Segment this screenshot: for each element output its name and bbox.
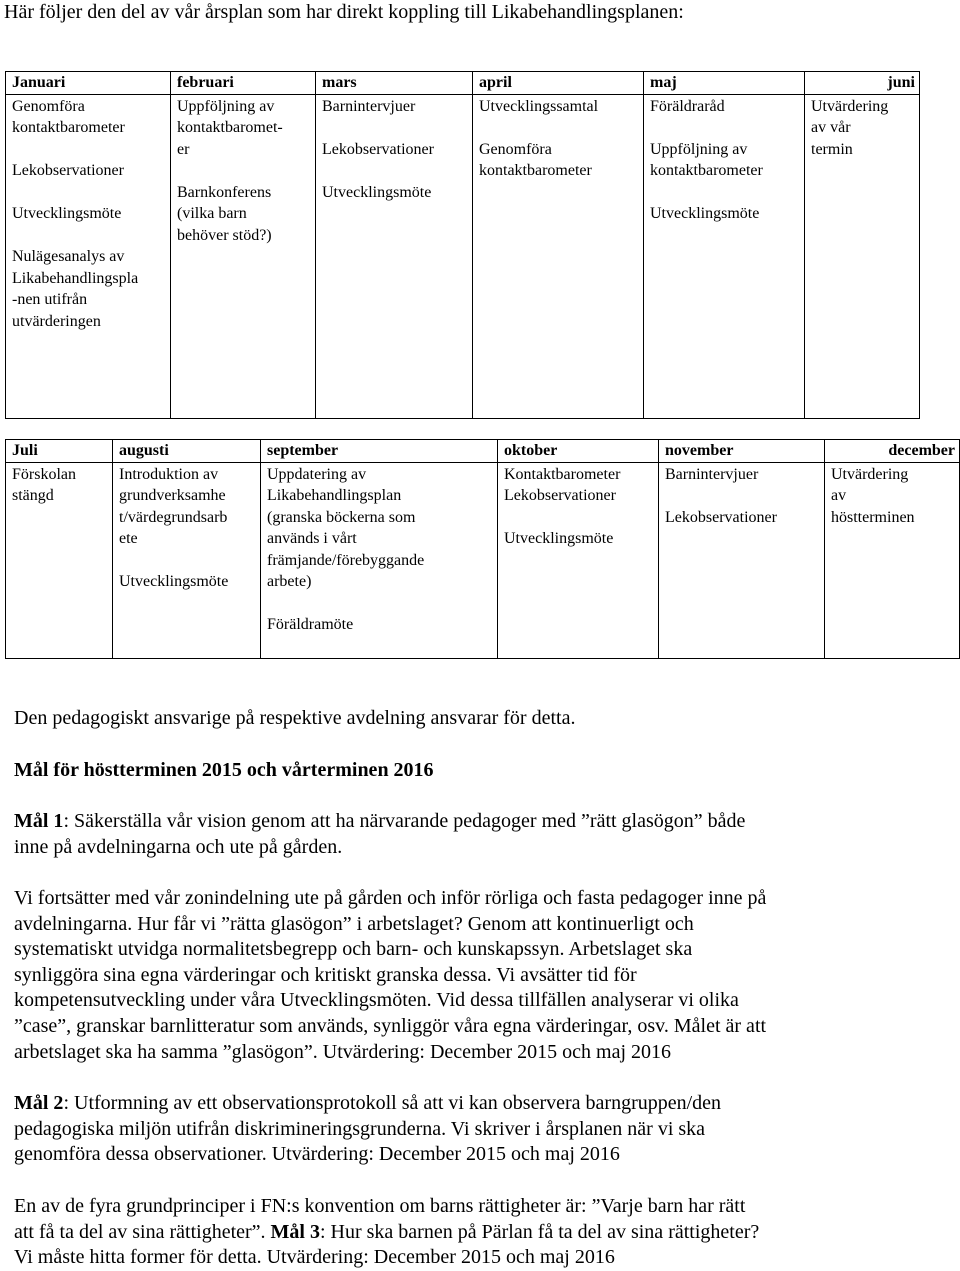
goal-1 [14, 809, 745, 860]
text-line: Vi fortsätter med vår zonindelning ute på gården och inför rörliga och fasta pedagoger inne på [14, 887, 767, 909]
text-line: Genomföra [12, 97, 85, 115]
text-line: arbetslaget ska ha samma ”glasögon”. Utvärdering: December 2015 och maj 2016 [14, 1040, 672, 1063]
goals-heading-text: Mål för höstterminen 2015 och vårterminen 2016 [14, 759, 434, 781]
text-line: Utvecklingsmöte [119, 573, 229, 590]
text-line: Nulägesanalys av [12, 248, 125, 265]
year-plan-spring-table [5, 71, 920, 419]
text-line: Utvecklingsmöte [650, 205, 760, 222]
text-line: avdelningarna. Hur får vi ”rätta glasögon” i arbetslaget? Genom att kontinuerligt och [14, 912, 694, 935]
text-line [504, 507, 655, 529]
text-line [322, 160, 469, 182]
month-header: maj [644, 72, 805, 95]
month-cell [6, 94, 171, 418]
month-header: mars [316, 72, 473, 95]
month-cell [261, 462, 498, 658]
text-line: av [831, 487, 847, 504]
goal-3-line: En av de fyra grundprinciper i FN:s konvention om barns rättigheter är: ”Varje barn har rätt [14, 1195, 746, 1217]
goal-2 [14, 1091, 721, 1168]
text-line: kontaktbarometer [479, 162, 592, 179]
text-line: av vår [811, 119, 851, 136]
text-line: kontaktbarometer [12, 119, 125, 136]
text-line: t/värdegrundsarb [119, 508, 228, 526]
goals-heading [14, 758, 434, 784]
text-line: termin [811, 140, 853, 158]
goal-2-line [14, 1091, 721, 1117]
text-line [650, 117, 801, 139]
month-header: april [473, 72, 644, 95]
text-line: utvärderingen [12, 312, 101, 330]
month-cell [498, 462, 659, 658]
text-line: Utvecklingsmöte [504, 530, 614, 547]
text-line [650, 182, 801, 204]
text-line: kontaktbaromet- [177, 119, 283, 136]
goal-2-line: pedagogiska miljön utifrån diskrimineringsgrunderna. Vi skriver i årsplanen när vi ska [14, 1117, 706, 1140]
text-line: höstterminen [831, 508, 915, 526]
table-header-row [6, 72, 920, 95]
text-line [479, 117, 640, 139]
goal-label: Mål 3 [270, 1220, 320, 1243]
month-cell [659, 462, 825, 658]
text-line: Föräldramöte [267, 616, 354, 633]
year-plan-autumn-table [5, 439, 960, 659]
goal-text: att få ta del av sina rättigheter”. [14, 1220, 271, 1243]
goal-3-line [14, 1220, 759, 1246]
month-cell [644, 94, 805, 418]
intro-text: Här följer den del av vår årsplan som har direkt koppling till Likabehandlingsplanen: [4, 1, 684, 23]
text-line [12, 182, 167, 204]
goal-label: Mål 1 [14, 810, 64, 832]
goal-3-line: Vi måste hitta former för detta. Utvärdering: December 2015 och maj 2016 [14, 1246, 615, 1269]
text-line: grundverksamhe [119, 487, 226, 504]
text-line: Uppföljning av [650, 140, 748, 158]
month-header: december [825, 440, 960, 463]
text-line: Barnintervjuer [665, 465, 759, 483]
text-line: Utvecklingsmöte [12, 205, 122, 222]
text-line: Lekobservationer [504, 487, 616, 504]
text-line [322, 117, 469, 139]
text-line [267, 593, 494, 615]
text-line: Kontaktbarometer [504, 465, 621, 483]
goal-2-line: genomföra dessa observationer. Utvärdering: December 2015 och maj 2016 [14, 1143, 620, 1166]
goal-label: Mål 2 [14, 1092, 64, 1114]
text-line: Barnintervjuer [322, 97, 416, 115]
text-line: Uppföljning av [177, 97, 275, 115]
text-line: Utvärdering [831, 465, 909, 483]
text-line: används i vårt [267, 530, 357, 547]
text-line: ”case”, granskar barnlitteratur som används, synliggör våra egna värderingar, osv. Målet är att [14, 1014, 767, 1037]
text-line: Föräldraråd [650, 97, 725, 115]
month-cell [113, 462, 261, 658]
goal-1-line: inne på avdelningarna och ute på gården. [14, 835, 343, 858]
text-line: -nen utifrån [12, 291, 88, 308]
table-header-row [6, 440, 960, 463]
table-row [6, 462, 960, 658]
text-line: Uppdatering av [267, 465, 367, 483]
text-line: Likabehandlingsplan [267, 487, 402, 504]
goal-1-body [14, 886, 766, 1065]
month-header: Januari [6, 72, 171, 95]
text-line: Barnkonferens [177, 183, 272, 201]
text-line: Lekobservationer [322, 140, 434, 158]
month-cell [316, 94, 473, 418]
goal-3 [14, 1194, 759, 1271]
month-header: Juli [6, 440, 113, 463]
text-line: Lekobservationer [665, 508, 777, 526]
text-line [119, 550, 257, 572]
text-line: systematiskt utvidga normalitetsbegrepp och barn- och kunskapssyn. Arbetslaget ska [14, 938, 693, 961]
text-line: främjande/förebyggande [267, 551, 425, 569]
month-cell [825, 462, 960, 658]
text-line: arbete) [267, 573, 312, 590]
month-cell [6, 462, 113, 658]
month-cell [473, 94, 644, 418]
text-line: behöver stöd?) [177, 226, 272, 244]
goal-text: : Utformning av ett observationsprotokoll så att vi kan observera barngruppen/den [63, 1092, 722, 1114]
month-header: september [261, 440, 498, 463]
text-line: Introduktion av [119, 465, 219, 483]
responsible-note: Den pedagogiskt ansvarige på respektive avdelning ansvarar för detta. [14, 707, 576, 729]
goal-text: : Hur ska barnen på Pärlan få ta del av sina rättigheter? [319, 1220, 760, 1243]
goal-text: : Säkerställa vår vision genom att ha närvarande pedagoger med ”rätt glasögon” både [63, 810, 746, 832]
text-line: synliggöra sina egna värderingar och kritiskt granska dessa. Vi avsätter tid för [14, 963, 637, 986]
month-header: februari [171, 72, 316, 95]
text-line: (vilka barn [177, 205, 247, 222]
text-line: er [177, 140, 190, 158]
text-line: stängd [12, 487, 54, 504]
text-line [12, 139, 167, 161]
text-line: Lekobservationer [12, 162, 124, 179]
goal-1-line [14, 809, 745, 835]
text-line: ete [119, 530, 138, 547]
text-line [665, 485, 821, 507]
text-line: kompetensutveckling under våra Utvecklingsmöten. Vid dessa tillfällen analyserar vi olika [14, 989, 739, 1012]
month-header: november [659, 440, 825, 463]
text-line: Utvecklingssamtal [479, 97, 599, 115]
table-row [6, 94, 920, 418]
text-line: Utvecklingsmöte [322, 183, 432, 201]
text-line: kontaktbarometer [650, 162, 763, 179]
month-header: juni [805, 72, 920, 95]
text-line: Genomföra [479, 140, 552, 158]
month-cell [805, 94, 920, 418]
month-header: augusti [113, 440, 261, 463]
text-line: Förskolan [12, 465, 76, 483]
month-header: oktober [498, 440, 659, 463]
text-line: (granska böckerna som [267, 508, 416, 526]
text-line [12, 225, 167, 247]
text-line [177, 160, 312, 182]
text-line: Utvärdering [811, 97, 889, 115]
month-cell [171, 94, 316, 418]
text-line: Likabehandlingspla [12, 269, 139, 287]
